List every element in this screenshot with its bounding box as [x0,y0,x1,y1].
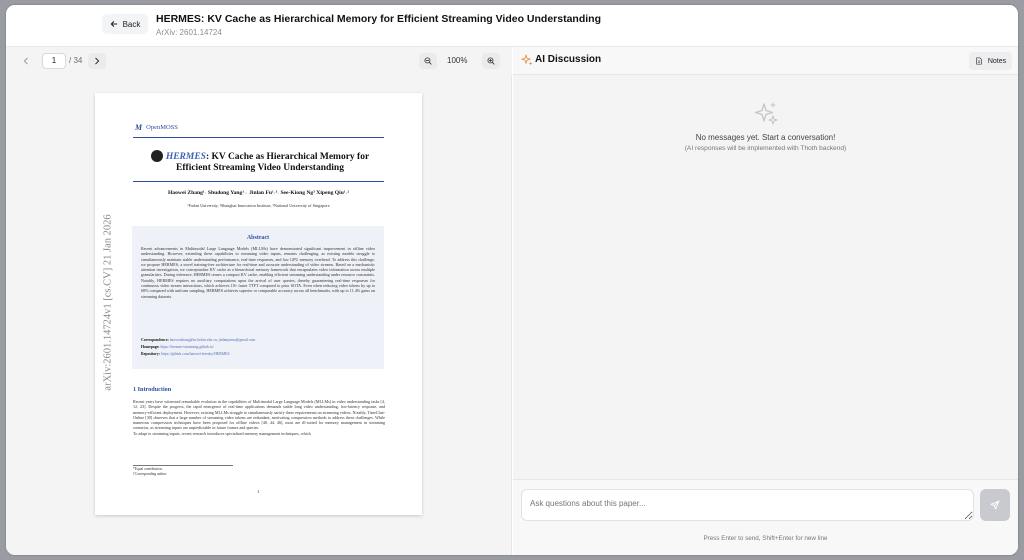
input-hint: Press Enter to send, Shift+Enter for new line [703,535,828,542]
chevron-right-icon [93,57,101,65]
title-rule [133,181,384,182]
openmoss-logo [135,123,178,132]
intro-text-2: To adapt to streaming inputs, recent research introduces specialized memory management techniques, which [133,430,311,436]
back-label: Back [122,19,141,29]
header-rule [133,137,384,138]
corr-label: Correspondence: [141,338,169,342]
title-hermes: HERMES [165,152,206,163]
corr-value[interactable]: haoweizhang@m.fudan.edu.cn, jinlanjonna@gmail.com [169,338,256,342]
title-line-2: Efficient Streaming Video Understanding [176,163,344,174]
sparkle-empty-icon [753,101,779,127]
back-button[interactable] [102,14,148,34]
empty-state-note: (AI responses will be implemented with Thoth backend) [684,145,847,152]
chat-input[interactable] [521,489,974,521]
zoom-out-button[interactable] [419,53,437,69]
page-number-input[interactable]: 1 [42,53,66,69]
prev-page-button[interactable] [17,53,35,69]
empty-state-message: No messages yet. Start a conversation! [695,133,836,142]
zoom-out-icon [424,57,432,65]
app-window [6,5,1018,555]
section-heading: 1 Introduction [133,386,172,393]
repo-link[interactable]: https://github.com/haowei-freesky/HERMES [160,352,230,356]
footnotes [133,467,167,477]
repository-line [141,352,375,356]
top-header [6,5,1018,47]
zoom-in-icon [487,57,495,65]
notes-button[interactable] [969,52,1012,70]
chevron-left-icon [22,57,30,65]
repo-label: Repository: [141,352,160,356]
notes-label: Notes [987,57,1007,65]
title-rest: : KV Cache as Hierarchical Memory for [205,152,370,163]
abstract-heading: Abstract [246,235,270,241]
arrow-left-icon [110,20,118,28]
homepage-link[interactable]: https://hermes-streaming.github.io/ [160,345,214,349]
footnote-2: †Corresponding author. [133,472,167,476]
next-page-button[interactable] [88,53,106,69]
zoom-level: 100% [447,56,468,65]
zoom-in-button[interactable] [482,53,500,69]
pdf-page-number: 1 [257,489,260,494]
footnote-1: *Equal contribution. [133,467,163,471]
correspondence-line [141,338,375,342]
logo-mark: M [135,123,143,132]
chat-input-area [513,479,1018,555]
logo-text: OpenMOSS [146,124,178,131]
authors: Haowei Zhang¹˒ Shudong Yang¹˒˒ Jinlan Fu¹˒³˒ See-Kiong Ng³ Xipeng Qiu¹˒² [167,190,350,196]
paper-title: HERMES: KV Cache as Hierarchical Memory for Efficient Streaming Video Understanding [156,13,601,25]
footnote-rule [133,465,233,466]
sparkle-icon [521,54,533,66]
page-total: / 34 [69,56,83,65]
discussion-panel [513,47,1018,555]
abstract-box [132,226,384,369]
pdf-page[interactable] [95,93,422,515]
arxiv-side-label: arXiv:2601.14724v1 [cs.CV] 21 Jan 2026 [102,214,114,391]
send-button[interactable] [980,489,1010,521]
intro-paragraph [133,399,385,436]
pdf-paper-title [135,151,385,174]
discussion-header [513,47,1018,75]
pdf-viewer [6,47,512,555]
pdf-toolbar [6,47,512,75]
discussion-title: AI Discussion [535,54,602,65]
affiliations: ¹Fudan University, ²Shanghai Innovation Institute, ³National University of Singapore [187,203,330,208]
arxiv-id: ArXiv: 2601.14724 [156,28,222,37]
document-icon [975,57,983,65]
intro-text: Recent years have witnessed remarkable evolution in the capabilities of Multimodal Large Language Models (MLLMs) in video understanding tasks [4, 12, 23]. Despite the progress, the rapid emergence of real-time applications demands stable long video understanding, low-latency response, and memory-efficient deployment. However, existing MLLMs struggle to simultaneously satisfy these requirements on streaming videos. Notably, TimeChat-Online [30] observes that a large number of streaming video tokens are redundant, motivating compression methods to address these challenges. While numerous compression techniques have been proposed for offline videos [40, 44, 46], most are ill-suited for memory management in streaming scenarios, as streaming inputs are unpredictable in future frames and queries. [133,399,386,431]
homepage-label: Homepage: [141,345,160,349]
abstract-text: Recent advancements in Multimodal Large Language Models (MLLMs) have demonstrated significant improvement in offline video understanding. However, extending these capabilities to streaming video inputs, remains challenging, as existing models struggle to simultaneously maintain stable understanding performance, real-time responses, and low GPU memory overhead. To address this challenge, we propose HERMES, a novel training-free architecture for real-time and accurate understanding of video streams. Based on a mechanistic attention investigation, we conceptualize KV cache as a hierarchical memory framework that encapsulates video information across multiple granularities. During inference, HERMES reuses a compact KV cache, enabling efficient streaming understanding under resource constraints. Notably, HERMES requires no auxiliary computations upon the arrival of user queries, thereby guaranteeing real-time responses for continuous video stream interactions, which achieves 10× faster TTFT compared to prior SOTA. Even when reducing video tokens by up to 68% compared with uniform sampling, HERMES achieves superior or comparable accuracy across all benchmarks, with up to 11.4% gains on streaming datasets. [141,246,375,299]
hermes-mascot-icon [151,150,163,162]
homepage-line [141,345,375,349]
send-icon [990,500,1000,510]
